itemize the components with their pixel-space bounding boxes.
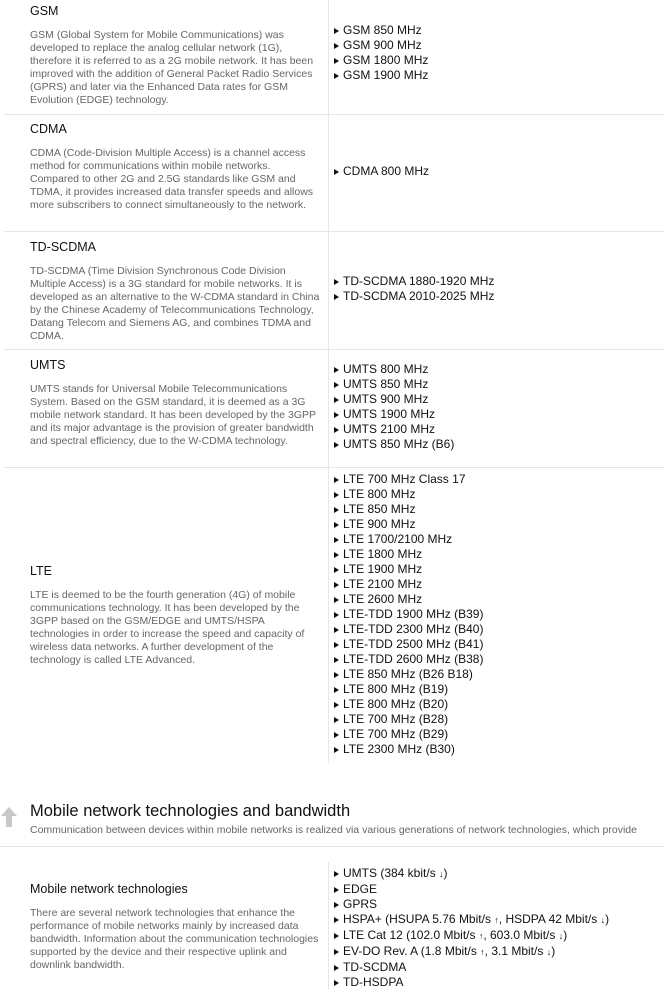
list-item[interactable]: LTE 800 MHz (B20) [334,697,483,712]
caret-right-icon [334,28,339,34]
caret-right-icon [334,657,339,663]
column-divider [328,232,329,349]
list-item[interactable]: GSM 900 MHz [334,38,428,53]
list-item[interactable]: LTE 850 MHz (B26 B18) [334,667,483,682]
network-row-td-scdma [4,232,664,350]
list-item[interactable]: LTE-TDD 2600 MHz (B38) [334,652,483,667]
list-item[interactable]: LTE 1800 MHz [334,547,483,562]
list-item[interactable]: LTE 850 MHz [334,502,483,517]
caret-right-icon [334,43,339,49]
list-item[interactable]: LTE 700 MHz Class 17 [334,472,483,487]
up-arrow-icon[interactable] [0,806,18,828]
up-arrow-icon: ↑ [478,931,484,941]
network-row-cdma [4,114,664,232]
list-item[interactable]: LTE 700 MHz (B29) [334,727,483,742]
down-arrow-icon: ↓ [600,915,606,925]
list-item[interactable]: LTE 700 MHz (B28) [334,712,483,727]
row-title: Mobile network technologies [30,882,188,896]
section-title: Mobile network technologies and bandwidth [30,802,351,820]
down-arrow-icon: ↓ [546,947,552,957]
caret-right-icon [334,427,339,433]
list-item[interactable]: TD-SCDMA 2010-2025 MHz [334,289,494,304]
up-arrow-icon: ↑ [494,915,499,925]
row-title: CDMA [30,122,67,136]
caret-right-icon [334,747,339,753]
list-item[interactable]: HSPA+ (HSUPA 5.76 Mbit/s ↑, HSDPA 42 Mbit/s ↓) [334,912,609,928]
caret-right-icon [334,887,339,893]
column-divider [328,114,329,231]
down-arrow-icon: ↓ [439,869,444,879]
row-title: GSM [30,4,59,18]
caret-right-icon [334,717,339,723]
caret-right-icon [334,732,339,738]
section-subtitle: Communication between devices within mobile networks is realized via various generations of network technologies, which provide [30,824,637,836]
caret-right-icon [334,382,339,388]
list-item[interactable]: UMTS 800 MHz [334,362,454,377]
caret-right-icon [334,294,339,300]
list-item[interactable]: LTE 2100 MHz [334,577,483,592]
list-item[interactable]: TD-SCDMA [334,960,609,975]
caret-right-icon [334,169,339,175]
caret-right-icon [334,58,339,64]
caret-right-icon [334,582,339,588]
list-item[interactable]: LTE 2600 MHz [334,592,483,607]
row-title: UMTS [30,358,66,372]
row-description: LTE is deemed to be the fourth generation (4G) of mobile communications technology. It has been developed by the 3GPP based on the GSM/EDGE and UMTS/HSPA technologies in order to increase the speed and capacity of wireless data networks. A further development of the technology is called LTE Advanced. [30,589,305,666]
list-item[interactable]: LTE 900 MHz [334,517,483,532]
caret-right-icon [334,507,339,513]
list-item[interactable]: LTE Cat 12 (102.0 Mbit/s ↑, 603.0 Mbit/s ↓) [334,928,609,944]
network-row-technologies [4,862,664,989]
caret-right-icon [334,492,339,498]
list-item[interactable]: LTE 800 MHz (B19) [334,682,483,697]
list-item[interactable]: EDGE [334,882,609,897]
list-item[interactable]: TD-HSDPA [334,975,609,990]
caret-right-icon [334,597,339,603]
caret-right-icon [334,687,339,693]
list-item[interactable]: GSM 1900 MHz [334,68,428,83]
network-row-gsm [4,0,664,115]
list-item[interactable]: LTE-TDD 2300 MHz (B40) [334,622,483,637]
caret-right-icon [334,612,339,618]
list-item[interactable]: UMTS 2100 MHz [334,422,454,437]
row-description: CDMA (Code-Division Multiple Access) is a channel access method for communications within mobile networks. Compared to other 2G and 2.5G standards like GSM and TDMA, it provides increased data transfer speeds and allows more subscribers to connect simultaneously to the network. [30,147,314,211]
list-item[interactable]: LTE 1900 MHz [334,562,483,577]
column-divider [328,467,329,763]
list-item[interactable]: GSM 850 MHz [334,23,428,38]
caret-right-icon [334,73,339,79]
list-item[interactable]: UMTS 850 MHz [334,377,454,392]
band-list [334,23,428,83]
row-description: UMTS stands for Universal Mobile Telecommunications System. Based on the GSM standard, it is deemed as a 3G mobile network standard. It has been developed by the 3GPP and its major advantage is the provision of greater bandwidth and spectral efficiency, due to the W-CDMA technology. [30,383,316,447]
list-item[interactable]: LTE-TDD 1900 MHz (B39) [334,607,483,622]
column-divider [328,0,329,114]
caret-right-icon [334,627,339,633]
caret-right-icon [334,477,339,483]
row-description: TD-SCDMA (Time Division Synchronous Code Division Multiple Access) is a 3G standard for mobile networks. It is developed as an alternative to the W-CDMA standard in China by the Chinese Academy of Telecommunications Technology, Datang Telecom and Siemens AG, and combines TDMA and CDMA. [30,265,320,342]
list-item[interactable]: LTE 800 MHz [334,487,483,502]
band-list [334,362,454,452]
column-divider [328,862,329,989]
list-item[interactable]: GSM 1800 MHz [334,53,428,68]
caret-right-icon [334,902,339,908]
row-description: GSM (Global System for Mobile Communications) was developed to replace the analog cellular network (1G), therefore it is referred to as a 2G mobile network. It has been improved with the addition of General Packet Radio Services (GPRS) and later via the Enhanced Data rates for GSM Evolution (EDGE) technology. [30,29,314,106]
caret-right-icon [334,642,339,648]
row-title: LTE [30,564,52,578]
list-item[interactable]: UMTS (384 kbit/s ↓) [334,866,609,882]
caret-right-icon [334,552,339,558]
network-row-lte [4,467,664,763]
technology-list [334,866,609,990]
band-list [334,472,483,757]
list-item[interactable]: CDMA 800 MHz [334,164,429,179]
divider [0,846,664,847]
list-item[interactable]: TD-SCDMA 1880-1920 MHz [334,274,494,289]
list-item[interactable]: UMTS 850 MHz (B6) [334,437,454,452]
caret-right-icon [334,537,339,543]
list-item[interactable]: LTE 1700/2100 MHz [334,532,483,547]
list-item[interactable]: UMTS 900 MHz [334,392,454,407]
caret-right-icon [334,412,339,418]
caret-right-icon [334,672,339,678]
caret-right-icon [334,980,339,986]
row-description: There are several network technologies that enhance the performance of mobile networks mainly by increased data bandwidth. Information about the communication technologies supported by the device and their respective uplink and downlink bandwidth. [30,907,319,971]
row-title: TD-SCDMA [30,240,96,254]
band-list [334,164,429,179]
list-item[interactable]: UMTS 1900 MHz [334,407,454,422]
network-row-umts [4,350,664,468]
caret-right-icon [334,367,339,373]
caret-right-icon [334,917,339,923]
caret-right-icon [334,871,339,877]
band-list [334,274,494,304]
caret-right-icon [334,279,339,285]
column-divider [328,350,329,467]
caret-right-icon [334,442,339,448]
caret-right-icon [334,522,339,528]
list-item[interactable]: LTE-TDD 2500 MHz (B41) [334,637,483,652]
caret-right-icon [334,702,339,708]
caret-right-icon [334,933,339,939]
caret-right-icon [334,965,339,971]
list-item[interactable]: GPRS [334,897,609,912]
up-arrow-icon: ↑ [480,947,485,957]
caret-right-icon [334,949,339,955]
caret-right-icon [334,567,339,573]
down-arrow-icon: ↓ [558,931,564,941]
list-item[interactable]: LTE 2300 MHz (B30) [334,742,483,757]
list-item[interactable]: EV-DO Rev. A (1.8 Mbit/s ↑, 3.1 Mbit/s ↓) [334,944,609,960]
caret-right-icon [334,397,339,403]
